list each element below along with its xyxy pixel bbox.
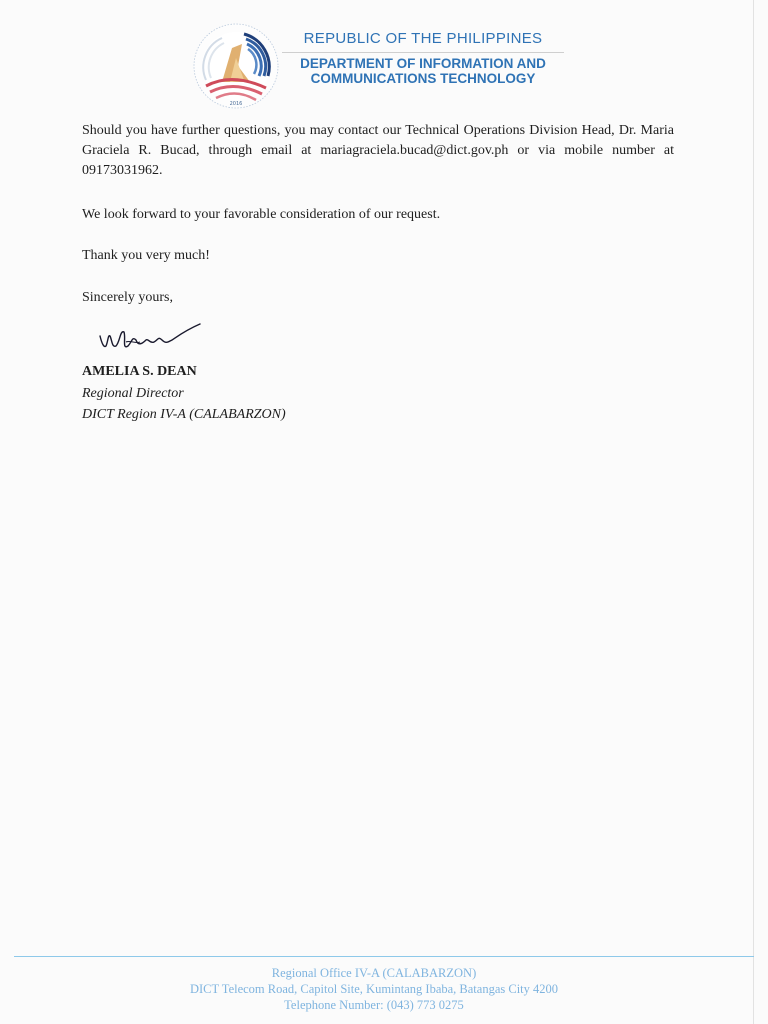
body-paragraph-request: We look forward to your favorable consideration of our request. xyxy=(82,207,441,222)
footer-address xyxy=(84,965,664,1013)
letterhead-divider xyxy=(282,52,564,53)
footer-divider xyxy=(14,956,754,957)
department-line-2: COMMUNICATIONS TECHNOLOGY xyxy=(310,71,536,86)
body-paragraph-contact: Should you have further questions, you may contact our Technical Operations Division Head, Dr. Maria Graciela R. Bucad, through email at mariagraciela.bucad@dict.gov.ph or via mobile number at 09173031962. xyxy=(82,123,674,178)
page-edge-line xyxy=(753,0,754,1024)
signatory-title: Regional Director xyxy=(82,386,184,401)
dict-seal-icon xyxy=(192,22,280,110)
republic-heading: REPUBLIC OF THE PHILIPPINES xyxy=(303,30,543,47)
footer-telephone: Telephone Number: (043) 773 0275 xyxy=(284,998,464,1012)
signatory-name: AMELIA S. DEAN xyxy=(82,364,197,379)
footer-office-name: Regional Office IV-A (CALABARZON) xyxy=(271,966,477,980)
department-line-1: DEPARTMENT OF INFORMATION AND xyxy=(300,56,546,71)
footer-street-address: DICT Telecom Road, Capitol Site, Kumintang Ibaba, Batangas City 4200 xyxy=(189,982,559,996)
closing-salutation: Sincerely yours, xyxy=(82,290,173,305)
signature-icon xyxy=(96,322,206,362)
body-paragraph-thanks: Thank you very much! xyxy=(82,248,210,263)
signatory-office: DICT Region IV-A (CALABARZON) xyxy=(82,407,286,422)
seal-year: 2016 xyxy=(229,101,243,107)
letterhead-text xyxy=(282,30,564,86)
